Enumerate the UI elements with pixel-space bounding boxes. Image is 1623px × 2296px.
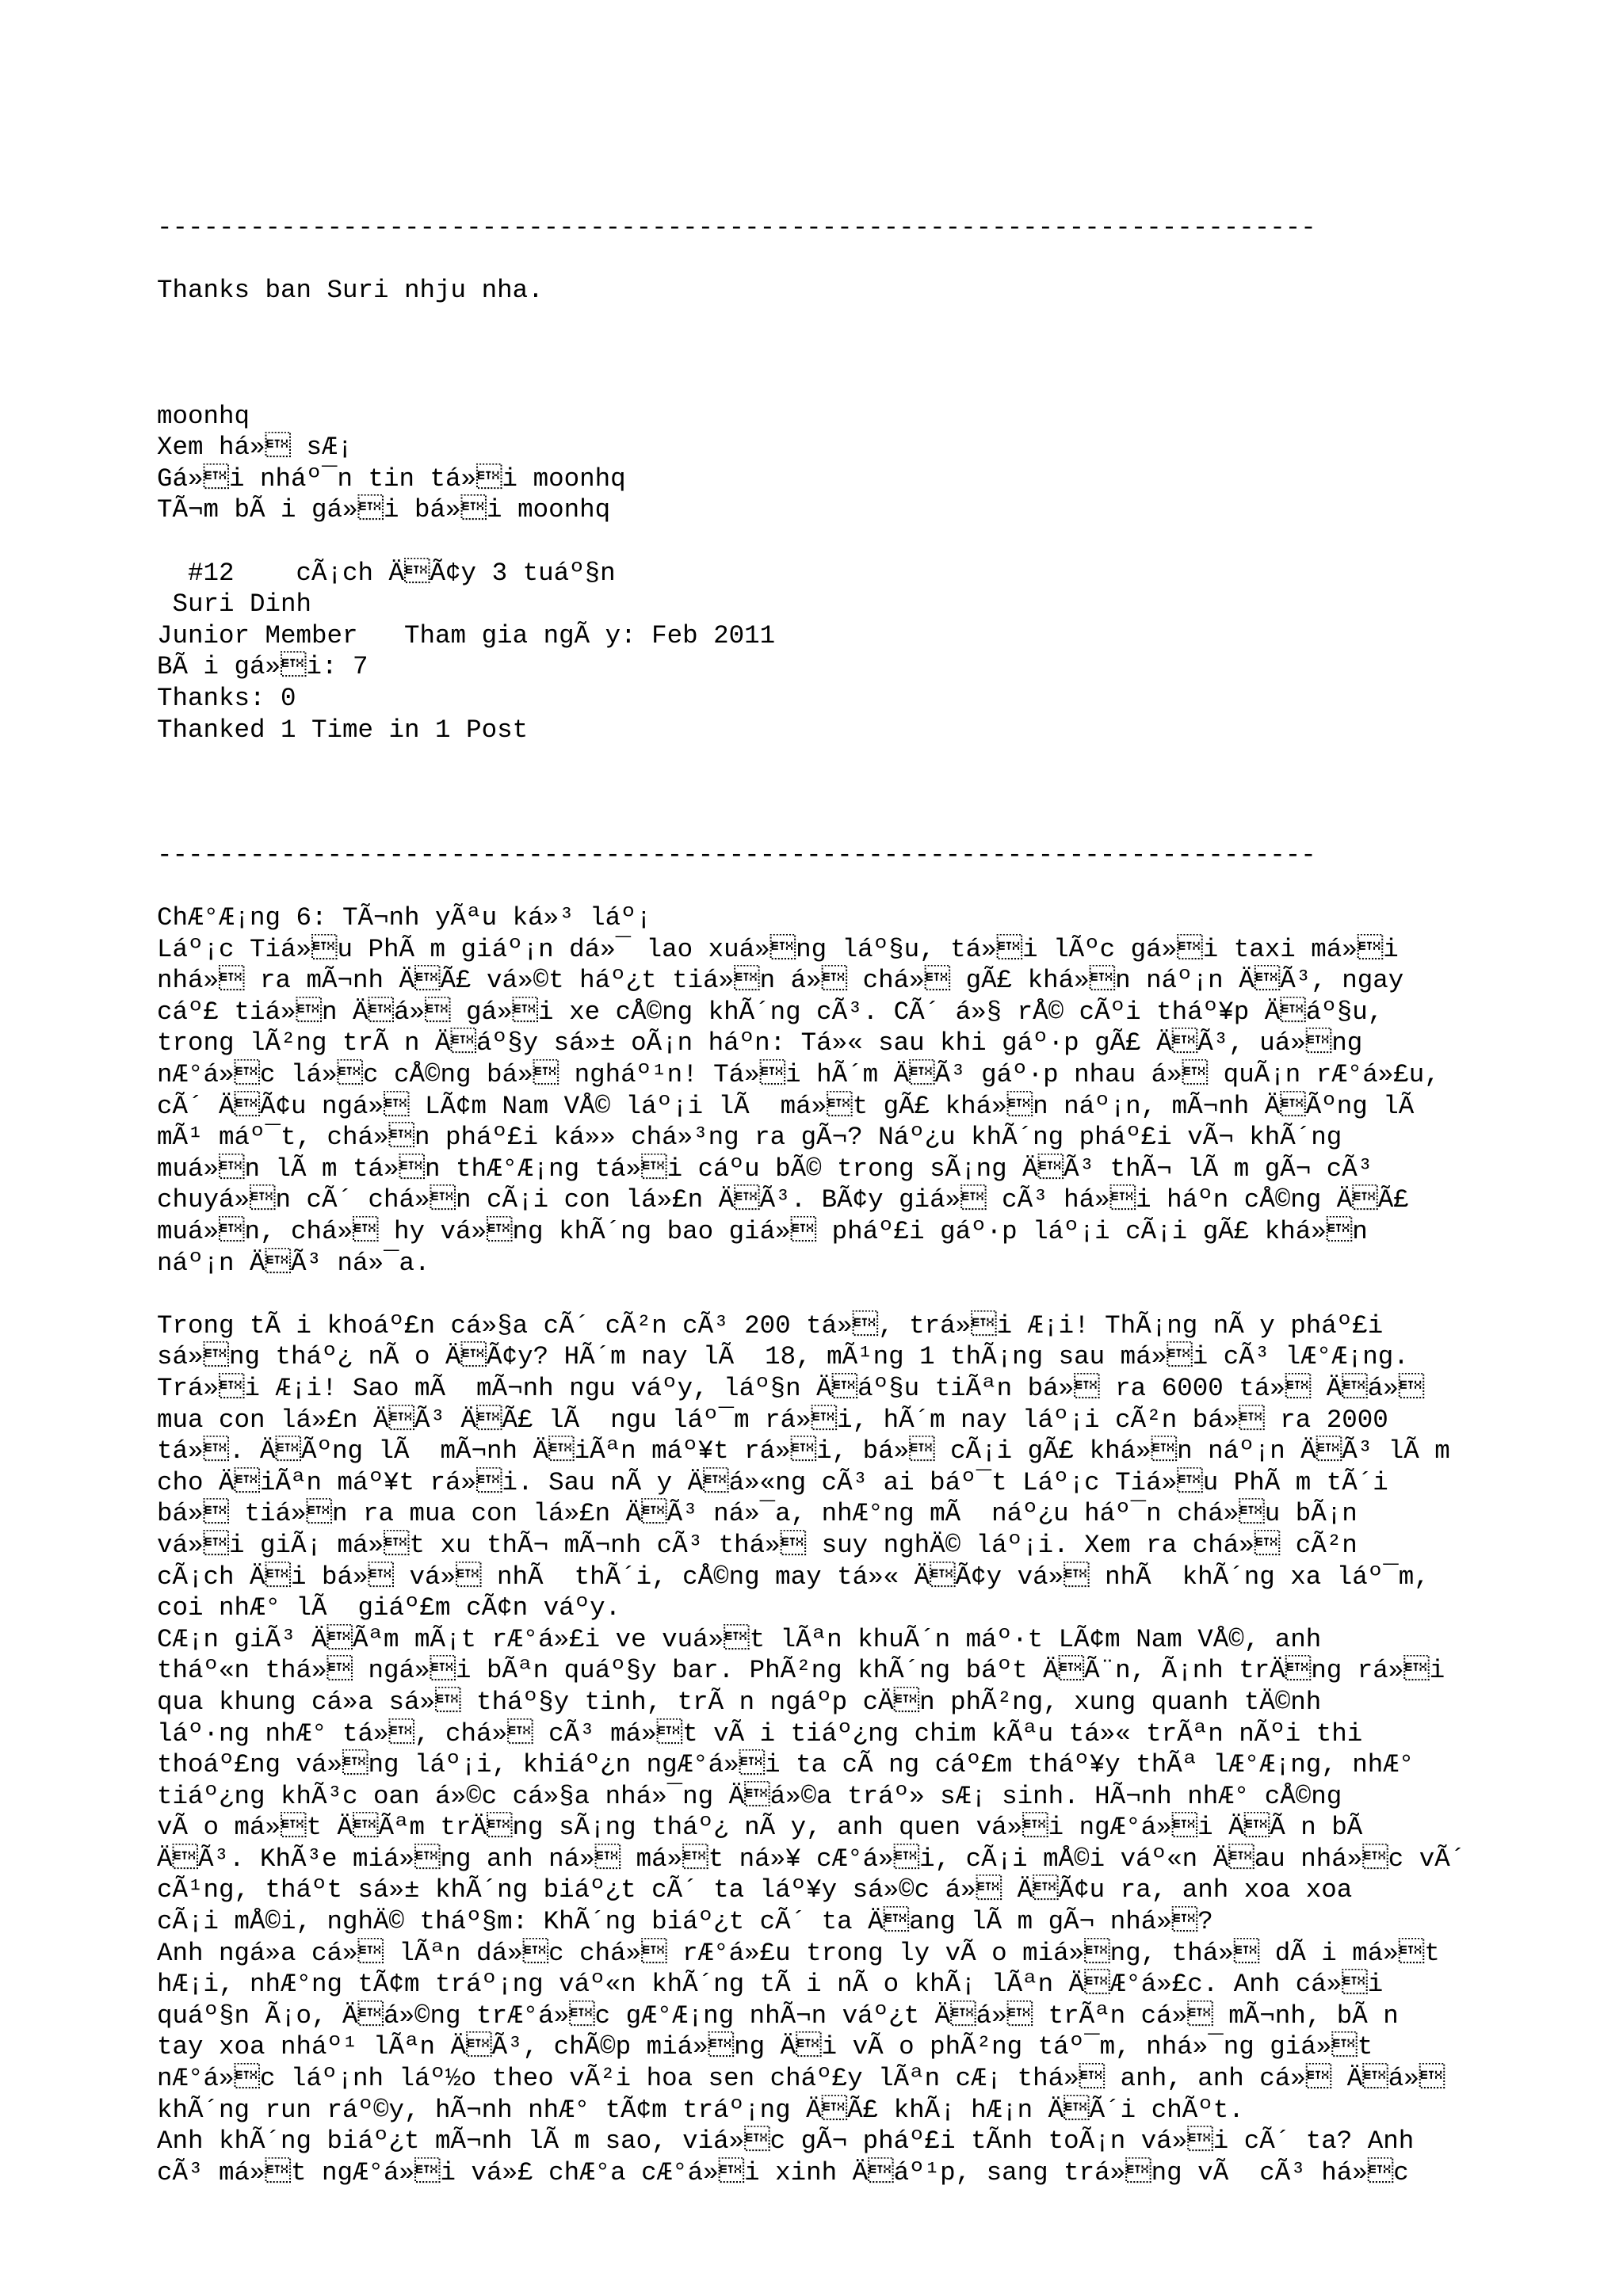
text-line: cho ÄiÃªn máº¥t rá»i. Sau nÃ y Äá»«ng cÃ³ ai báº¯t Láº¡c Tiá»u PhÃ m tÃ´i — [157, 1467, 1388, 1497]
post-header — [157, 558, 1504, 746]
text-line: muá»n lÃ m tá»n thÆ°Æ¡ng tá»i cáºu bÃ© trong sÃ¡ng ÄÃ³ thÃ¬ lÃ m gÃ¬ cÃ³ — [157, 1154, 1373, 1184]
send-message-link[interactable]: Gá»i nháº¯n tin tá»i moonhq — [157, 463, 626, 494]
chapter-title: ChÆ°Æ¡ng 6: TÃ¬nh yÃªu ká»³ láº¡ — [157, 903, 652, 933]
paragraph-1 — [157, 902, 1504, 1279]
thanks-count: Thanks: 0 — [157, 683, 296, 713]
username: moonhq — [157, 401, 250, 431]
text-line: tiáº¿ng khÃ³c oan á»©c cá»§a nhá»¯ng Äá»©a tráº» sÆ¡ sinh. HÃ¬nh nhÆ° cÅ©ng — [157, 1781, 1342, 1811]
thanked-count: Thanked 1 Time in 1 Post — [157, 715, 529, 745]
member-info: Junior Member Tham gia ngÃ y: Feb 2011 — [157, 620, 776, 650]
text-line: Trong tÃ i khoáº£n cá»§a cÃ´ cÃ²n cÃ³ 200 tá», trá»i Æ¡i! ThÃ¡ng nÃ y pháº£i — [157, 1310, 1384, 1341]
text-line: mua con lá»£n ÄÃ³ ÄÃ£ lÃ ngu láº¯m rá»i, hÃ´m nay láº¡i cÃ²n bá» ra 2000 — [157, 1405, 1388, 1435]
text-line: cáº£ tiá»n Äá» gá»i xe cÅ©ng khÃ´ng cÃ³. CÃ´ á»§ rÅ© cÃºi tháº¥p Äáº§u, — [157, 997, 1384, 1027]
text-line: cÃ¹ng, tháºt sá»± khÃ´ng biáº¿t cÃ´ ta láº¥y sá»©c á» ÄÃ¢u ra, anh xoa xoa — [157, 1875, 1353, 1905]
text-line: cÃ¡i mÅ©i, nghÄ© tháº§m: KhÃ´ng biáº¿t cÃ´ ta Äang lÃ m gÃ¬ nhá»? — [157, 1907, 1213, 1937]
thanks-note: Thanks ban Suri nhju nha. — [157, 276, 544, 306]
text-line: hÆ¡i, nhÆ°ng tÃ¢m tráº¡ng váº«n khÃ´ng tÃ i nÃ o khÃ¡ lÃªn ÄÆ°á»£c. Anh cá»i — [157, 1970, 1384, 2000]
text-line: láº·ng nhÆ° tá», chá» cÃ³ má»t vÃ i tiáº¿ng chim kÃªu tá»« trÃªn nÃºi thi — [157, 1718, 1363, 1749]
author-name: Suri Dinh — [157, 589, 312, 620]
text-line: náº¡n ÄÃ³ ná»¯a. — [157, 1248, 430, 1278]
text-line: quáº§n Ã¡o, Äá»©ng trÆ°á»c gÆ°Æ¡ng nhÃ¬n váº¿t Äá» trÃªn cá» mÃ¬nh, bÃ n — [157, 2000, 1399, 2031]
text-line: khÃ´ng run ráº©y, hÃ¬nh nhÆ° tÃ¢m tráº¡ng ÄÃ£ khÃ¡ hÆ¡n ÄÃ´i chÃºt. — [157, 2095, 1244, 2125]
text-line: bá» tiá»n ra mua con lá»£n ÄÃ³ ná»¯a, nhÆ°ng mÃ náº¿u háº¯n chá»u bÃ¡n — [157, 1499, 1358, 1529]
text-line: cÃ´ ÄÃ¢u ngá» LÃ¢m Nam VÅ© láº¡i lÃ má»t gÃ£ khá»n náº¡n, mÃ¬nh ÄÃºng lÃ — [157, 1091, 1430, 1121]
divider-middle: --------------------------------------------------------------------------- — [157, 840, 1316, 870]
text-line: thoáº£ng vá»ng láº¡i, khiáº¿n ngÆ°á»i ta cÃ ng cáº£m tháº¥y thÃª lÆ°Æ¡ng, nhÆ° — [157, 1750, 1415, 1780]
text-line: trong lÃ²ng trÃ n Äáº§y sá»± oÃ¡n háºn: Tá»« sau khi gáº·p gÃ£ ÄÃ³, uá»ng — [157, 1028, 1363, 1058]
divider-top: --------------------------------------------------------------------------- — [157, 213, 1316, 242]
text-line: cÃ³ má»t ngÆ°á»i vá»£ chÆ°a cÆ°á»i xinh Äáº¹p, sang trá»ng vÃ cÃ³ há»c — [157, 2157, 1409, 2187]
text-line: sá»ng tháº¿ nÃ o ÄÃ¢y? HÃ´m nay lÃ 18, mÃ¹ng 1 thÃ¡ng sau má»i cÃ³ lÆ°Æ¡ng. — [157, 1342, 1409, 1372]
text-line: nÆ°á»c láº¡nh láº½o theo vÃ²i hoa sen cháº£y lÃªn cÆ¡ thá» anh, anh cá» Äá» — [157, 2064, 1445, 2094]
text-line: Anh ngá»a cá» lÃªn dá»c chá» rÆ°á»£u trong ly vÃ o miá»ng, thá» dÃ i má»t — [157, 1938, 1440, 1968]
text-line: nhá» ra mÃ¬nh ÄÃ£ vá»©t háº¿t tiá»n á» chá» gÃ£ khá»n náº¡n ÄÃ³, ngay — [157, 966, 1404, 996]
text-line: nÆ°á»c lá»c cÅ©ng bá» ngháº¹n! Tá»i hÃ´m ÄÃ³ gáº·p nhau á» quÃ¡n rÆ°á»£u, — [157, 1060, 1440, 1090]
text-line: cÃ¡ch Äi bá» vá» nhÃ thÃ´i, cÅ©ng may tá»« ÄÃ¢y vá» nhÃ khÃ´ng xa láº¯m, — [157, 1562, 1430, 1592]
text-line: coi nhÆ° lÃ giáº£m cÃ¢n váºy. — [157, 1593, 621, 1623]
text-line: mÃ¹ máº¯t, chá»n pháº£i ká»» chá»³ng ra gÃ¬? Náº¿u khÃ´ng pháº£i vÃ¬ khÃ´ng — [157, 1123, 1342, 1153]
text-line: vá»i giÃ¡ má»t xu thÃ¬ mÃ¬nh cÃ³ thá» suy nghÄ© láº¡i. Xem ra chá» cÃ²n — [157, 1530, 1358, 1560]
moon-block — [157, 401, 1504, 526]
text-line: Láº¡c Tiá»u PhÃ m giáº¡n dá»¯ lao xuá»ng láº§u, tá»i lÃºc gá»i taxi má»i — [157, 934, 1399, 964]
text-line: Trá»i Æ¡i! Sao mÃ mÃ¬nh ngu váºy, láº§n Äáº§u tiÃªn bá» ra 6000 tá» Äá» — [157, 1373, 1425, 1403]
text-line: chuyá»n cÃ´ chá»n cÃ¡i con lá»£n ÄÃ³. BÃ¢y giá» cÃ³ há»i háºn cÅ©ng ÄÃ£ — [157, 1185, 1409, 1215]
text-line: tá». ÄÃºng lÃ mÃ¬nh ÄiÃªn máº¥t rá»i, bá» cÃ¡i gÃ£ khá»n náº¡n ÄÃ³ lÃ m — [157, 1436, 1450, 1466]
text-line: qua khung cá»a sá» tháº§y tinh, trÃ n ngáºp cÄn phÃ²ng, xung quanh tÄ©nh — [157, 1687, 1322, 1717]
text-line: Anh khÃ´ng biáº¿t mÃ¬nh lÃ m sao, viá»c gÃ¬ pháº£i tÃnh toÃ¡n vá»i cÃ´ ta? Anh — [157, 2126, 1415, 2157]
text-line: vÃ o má»t ÄÃªm trÄng sÃ¡ng tháº¿ nÃ y, anh quen vá»i ngÆ°á»i ÄÃ n bÃ — [157, 1813, 1363, 1843]
post-count: BÃ i gá»i: 7 — [157, 652, 369, 682]
paragraph-2 — [157, 1310, 1504, 1624]
text-line: ÄÃ³. KhÃ³e miá»ng anh ná» má»t ná»¥ cÆ°á»i, cÃ¡i mÅ©i váº«n Äau nhá»c vÃ´ — [157, 1844, 1466, 1874]
text-line: CÆ¡n giÃ³ ÄÃªm mÃ¡t rÆ°á»£i ve vuá»t lÃªn khuÃ´n máº·t LÃ¢m Nam VÅ©, anh — [157, 1624, 1322, 1654]
text-line: muá»n, chá» hy vá»ng khÃ´ng bao giá» pháº£i gáº·p láº¡i cÃ¡i gÃ£ khá»n — [157, 1217, 1368, 1246]
post-number: #12 cÃ¡ch ÄÃ¢y 3 tuáº§n — [157, 558, 616, 588]
find-posts-link[interactable]: TÃ¬m bÃ i gá»i bá»i moonhq — [157, 495, 611, 525]
text-line: tay xoa nháº¹ lÃªn ÄÃ³, chÃ©p miá»ng Äi vÃ o phÃ²ng táº¯m, nhá»¯ng giá»t — [157, 2032, 1373, 2062]
view-profile-link[interactable]: Xem há» sÆ¡ — [157, 433, 353, 463]
paragraph-3 — [157, 1624, 1504, 2189]
document-page — [157, 212, 1504, 2188]
text-line: tháº«n thá» ngá»i bÃªn quáº§y bar. PhÃ²ng khÃ´ng báºt ÄÃ¨n, Ã¡nh trÄng rá»i — [157, 1656, 1445, 1686]
